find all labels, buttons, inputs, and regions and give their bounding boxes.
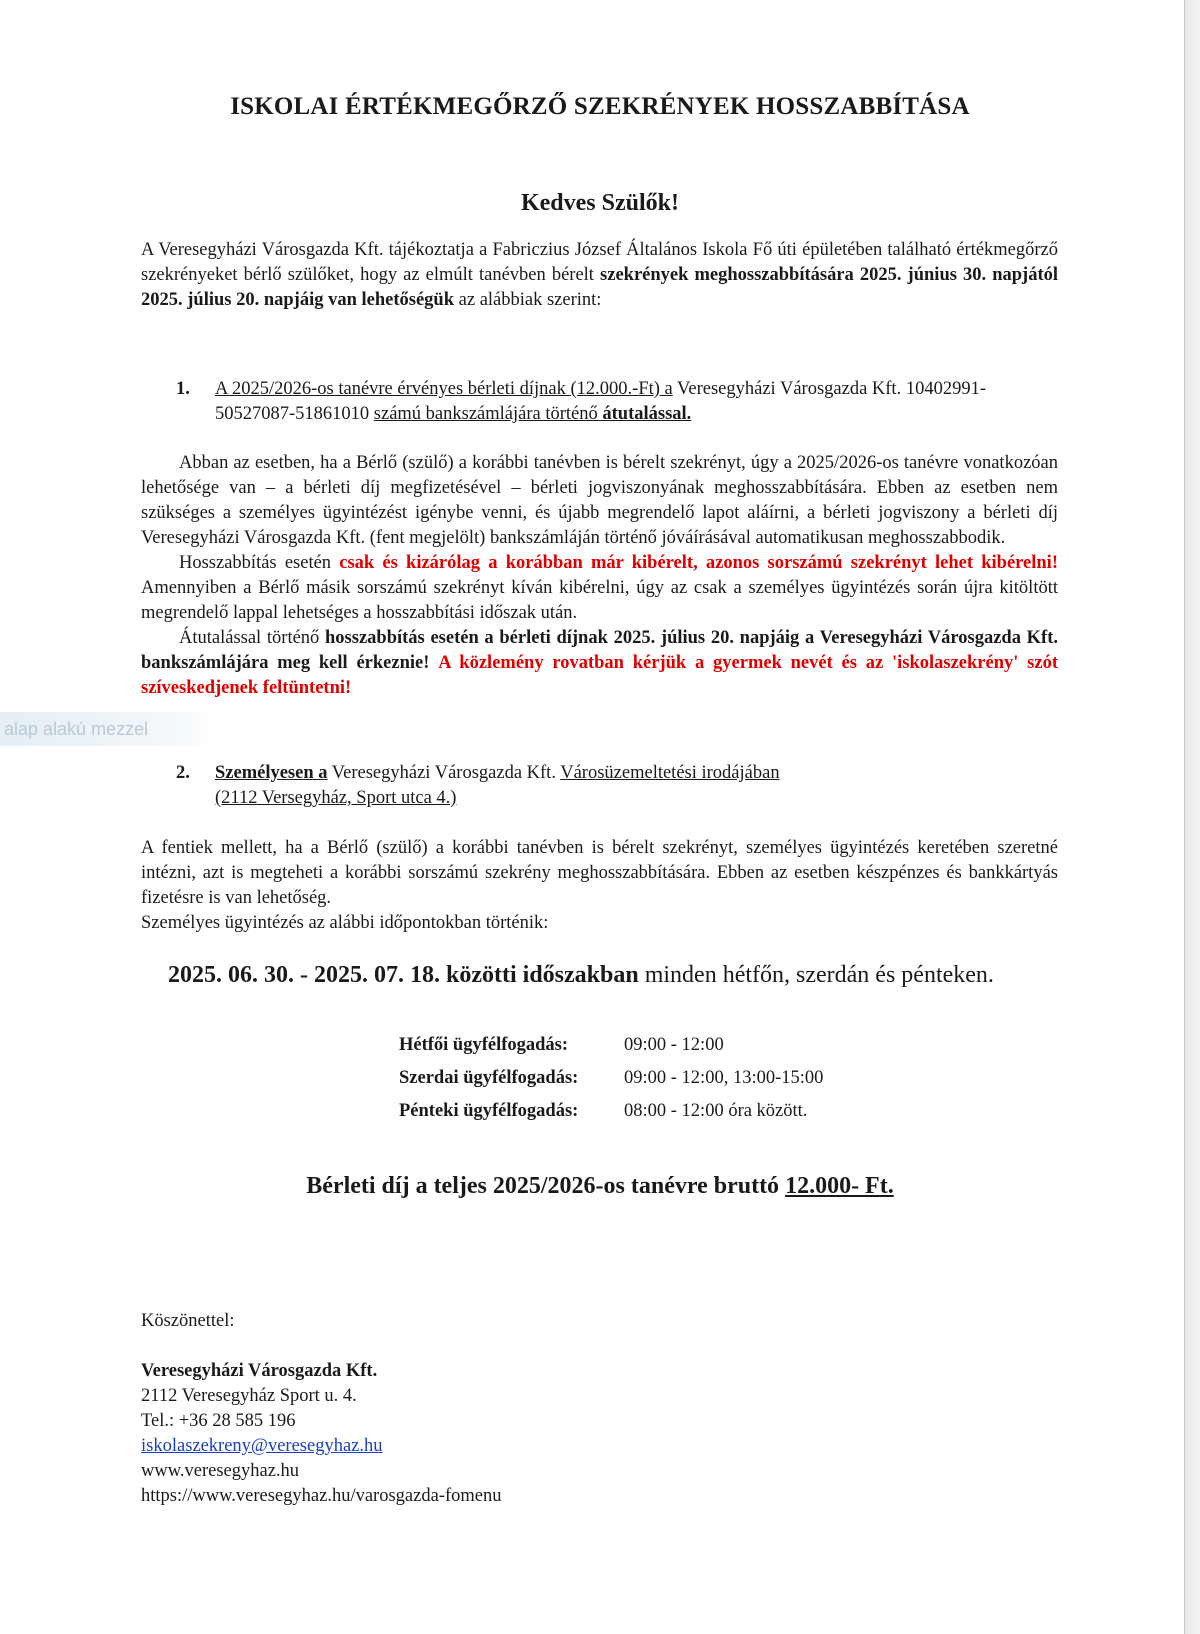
- item2-address: (2112 Versegyház, Sport utca 4.): [215, 788, 457, 808]
- signature-block: [141, 1309, 501, 1509]
- dates-normal: minden hétfőn, szerdán és pénteken.: [638, 962, 994, 988]
- item2-office: Városüzemeltetési irodájában: [560, 763, 780, 783]
- para3-text-1: Átutalással történő: [179, 628, 326, 648]
- hours-value: 09:00 - 12:00: [624, 1035, 724, 1055]
- footer-web-2: https://www.veresegyhaz.hu/varosgazda-fomenu: [141, 1486, 502, 1506]
- document-title: ISKOLAI ÉRTÉKMEGŐRZŐ SZEKRÉNYEK HOSSZABBÍTÁSA: [230, 93, 970, 120]
- schedule-dates: [168, 962, 994, 989]
- hours-row-monday: [399, 1029, 823, 1062]
- fee-text: Bérleti díj a teljes 2025/2026-os tanévre bruttó: [306, 1173, 786, 1199]
- footer-web: www.veresegyhaz.hu: [141, 1461, 300, 1481]
- page-edge: [1184, 0, 1200, 1634]
- hours-value: 08:00 - 12:00 óra között.: [624, 1101, 808, 1121]
- para3-warning: A közlemény rovatban kérjük a gyermek nevét és az 'iskolaszekrény' szót szíveskedjenek feltüntetni!: [141, 653, 1059, 698]
- para2-warning: csak és kizárólag a korábban már kibérelt, azonos sorszámú szekrényt lehet kibérelni!: [339, 553, 1058, 573]
- greeting: Kedves Szülők!: [520, 190, 679, 216]
- list-item-2: [176, 761, 1058, 811]
- item2-text: Veresegyházi Városgazda Kft.: [327, 763, 561, 783]
- footer-thanks: Köszönettel:: [141, 1311, 235, 1331]
- hours-value: 09:00 - 12:00, 13:00-15:00: [624, 1068, 824, 1088]
- footer-company: Veresegyházi Városgazda Kft.: [141, 1361, 378, 1381]
- item1-transfer: átutalással.: [602, 404, 692, 424]
- dates-bold: 2025. 06. 30. - 2025. 07. 18. közötti időszakban: [168, 962, 639, 988]
- intro-text-2: az alábbiak szerint:: [454, 290, 602, 310]
- list-number-1: 1.: [176, 379, 190, 399]
- intro-paragraph: [141, 238, 1058, 313]
- para2-text-2: Amennyiben a Bérlő másik sorszámú szekrényt kíván kibérelni, úgy az csak a személyes ügyintézés során újra kitöltött megrendelő lappal lehetséges a hosszabbítási időszak után.: [141, 578, 1058, 623]
- office-hours: [399, 1029, 823, 1128]
- paragraph-schedule-intro: Személyes ügyintézés az alábbi időpontokban történik:: [141, 913, 549, 933]
- in-person-paragraph: [141, 836, 1058, 936]
- fee-statement: [0, 1173, 1200, 1200]
- ghost-text-overlay: alap alakú mezzel: [0, 712, 215, 746]
- hours-row-friday: [399, 1095, 823, 1128]
- intro-bold: szekrények meghosszabbítására 2025. június 30. napjától 2025. július 20. napjáig van lehetőségük: [141, 265, 1058, 310]
- fee-amount: 12.000- Ft.: [785, 1173, 894, 1199]
- paragraph-same-locker: [141, 551, 1058, 626]
- list-number-2: 2.: [176, 763, 190, 783]
- item1-underlined-1: A 2025/2026-os tanévre érvényes bérleti díjnak (12.000.-Ft) a: [215, 379, 673, 399]
- hours-row-wednesday: [399, 1062, 823, 1095]
- item1-text: Veresegyházi Városgazda Kft. 10402991-50527087-51861010: [215, 379, 986, 424]
- hours-label: Hétfői ügyfélfogadás:: [399, 1035, 569, 1055]
- hours-label: Szerdai ügyfélfogadás:: [399, 1068, 579, 1088]
- paragraph-in-person: A fentiek mellett, ha a Bérlő (szülő) a korábbi tanévben is bérelt szekrényt, személyes ügyintézés keretében szeretné intézni, azt is megteheti a korábbi sorszámú szekrény meghosszabbítására. Ebben az esetben készpénzes és bankkártyás fizetésre is van lehetőség.: [141, 838, 1058, 908]
- item1-underlined-2: számú bankszámlájára történő: [373, 404, 603, 424]
- para3-bold: hosszabbítás esetén a bérleti díjnak 2025. július 20. napjáig a Veresegyházi Városgazda Kft. bankszámlájára meg kell érkeznie!: [141, 628, 1058, 673]
- body-paragraphs: [141, 451, 1058, 701]
- footer-phone: Tel.: +36 28 585 196: [141, 1411, 296, 1431]
- para2-text-1: Hosszabbítás esetén: [179, 553, 340, 573]
- intro-text-1: A Veresegyházi Városgazda Kft. tájékoztatja a Fabriczius József Általános Iskola Fő úti épületében található értékmegőrző szekrényeket bérlő szülőket, hogy az elmúlt tanévben bérelt: [141, 240, 1058, 285]
- footer-email-link[interactable]: iskolaszekreny@veresegyhaz.hu: [141, 1436, 383, 1456]
- item2-in-person: Személyesen a: [215, 763, 328, 783]
- footer-address: 2112 Veresegyház Sport u. 4.: [141, 1386, 357, 1406]
- list-item-1: [176, 377, 1058, 427]
- hours-label: Pénteki ügyfélfogadás:: [399, 1101, 579, 1121]
- paragraph-transfer-deadline: [141, 626, 1058, 701]
- paragraph-renewal: Abban az esetben, ha a Bérlő (szülő) a korábbi tanévben is bérelt szekrényt, úgy a 2025/2026-os tanévre vonatkozóan lehetősége van – a bérleti díj megfizetésével – bérleti jogviszonyának meghosszabbítására. Ebben az esetben nem szükséges a személyes ügyintézést igénybe venni, és újabb megrendelő lapot aláírni, a bérleti jogviszony a bérleti díj Veresegyházi Városgazda Kft. (fent megjelölt) bankszámláján történő jóváírásával automatikusan meghosszabbodik.: [141, 453, 1058, 548]
